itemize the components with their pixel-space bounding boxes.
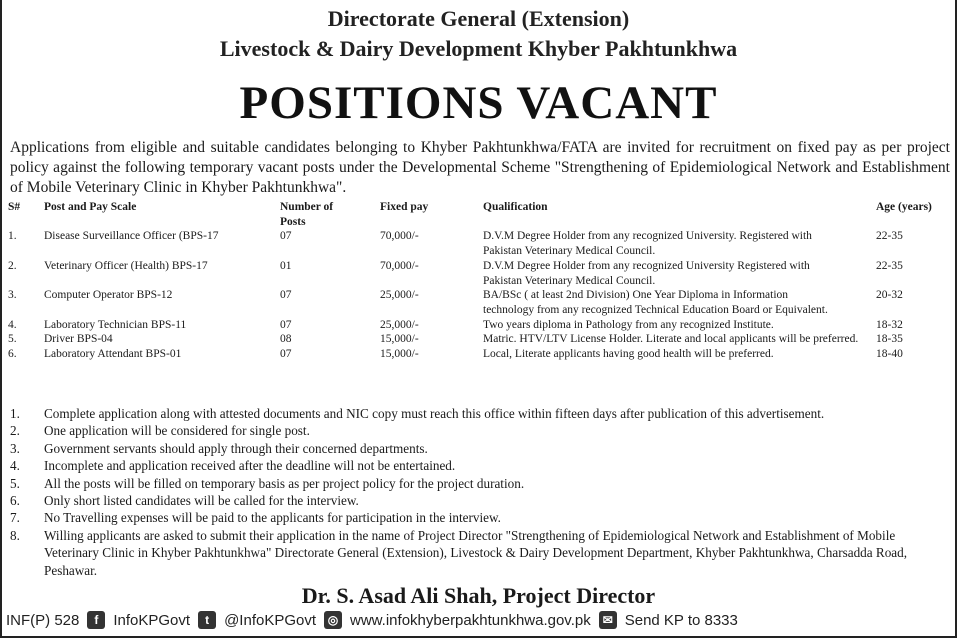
ref-number: INF(P) 528 — [6, 611, 80, 629]
cell-posts: 07 — [280, 289, 292, 302]
cell-posts: 07 — [280, 318, 292, 331]
cell-sn: 4. — [8, 318, 17, 331]
note-number: 1. — [10, 406, 20, 421]
cell-posts: 08 — [280, 333, 292, 346]
note-number: 8. — [10, 527, 20, 543]
note-text: One application will be considered for single post. — [44, 423, 310, 439]
note-item — [10, 527, 950, 579]
cell-post: Laboratory Attendant BPS-01 — [44, 348, 182, 361]
page-title: POSITIONS VACANT — [239, 77, 718, 129]
note-item — [10, 492, 950, 509]
website-link[interactable]: www.infokhyberpakhtunkhwa.gov.pk — [350, 611, 591, 629]
table-row — [8, 288, 956, 317]
globe-icon: ◎ — [324, 611, 342, 629]
cell-sn: 5. — [8, 333, 17, 346]
table-row — [8, 259, 956, 288]
note-item — [10, 509, 950, 526]
twitter-icon: t — [198, 611, 216, 629]
note-text: All the posts will be filled on temporary basis as per project policy for the project duration. — [44, 475, 525, 491]
signature: Dr. S. Asad Ali Shah, Project Director — [301, 583, 656, 608]
facebook-handle[interactable]: InfoKPGovt — [113, 611, 191, 629]
cell-post: Driver BPS-04 — [44, 333, 113, 346]
cell-posts: 07 — [280, 348, 292, 361]
instructions-list — [10, 405, 950, 579]
note-item — [10, 475, 950, 492]
note-item — [10, 405, 950, 422]
note-number: 5. — [10, 475, 20, 491]
note-text: Only short listed candidates will be called for the interview. — [44, 493, 359, 509]
table-row — [8, 347, 956, 362]
cell-pay: 70,000/- — [380, 230, 419, 243]
cell-post: Disease Surveillance Officer (BPS-17 — [44, 230, 219, 243]
col-pay: Fixed pay — [380, 201, 429, 213]
note-item — [10, 440, 950, 457]
cell-post: Laboratory Technician BPS-11 — [44, 318, 187, 331]
positions-table — [8, 200, 956, 362]
footer — [6, 611, 738, 629]
sms-icon: ✉ — [599, 611, 617, 629]
cell-qualification: BA/BSc ( at least 2nd Division) One Year Diploma in Information technology from any recognized Technical Education Board or Equivalent. — [483, 289, 828, 316]
table-row — [8, 229, 956, 258]
cell-sn: 3. — [8, 289, 17, 302]
cell-age: 18-35 — [876, 333, 903, 346]
org-line-2: Livestock & Dairy Development Khyber Pakhtunkhwa — [219, 36, 738, 61]
note-number: 7. — [10, 510, 20, 526]
org-line-1: Directorate General (Extension) — [327, 6, 630, 31]
cell-qualification: Matric. HTV/LTV License Holder. Literate and local applicants will be preferred. — [483, 333, 859, 346]
col-posts: Number of Posts — [280, 201, 334, 228]
cell-pay: 70,000/- — [380, 259, 419, 272]
cell-age: 22-35 — [876, 230, 903, 243]
note-text: Incomplete and application received after the deadline will not be entertained. — [44, 458, 456, 474]
col-sn: S# — [8, 201, 21, 213]
cell-age: 22-35 — [876, 259, 903, 272]
twitter-handle[interactable]: @InfoKPGovt — [224, 611, 317, 629]
facebook-icon: f — [87, 611, 105, 629]
note-text: Government servants should apply through their concerned departments. — [44, 440, 428, 456]
cell-pay: 15,000/- — [380, 333, 419, 346]
cell-qualification: Local, Literate applicants having good health will be preferred. — [483, 348, 774, 361]
cell-post: Computer Operator BPS-12 — [44, 289, 173, 302]
cell-pay: 25,000/- — [380, 318, 419, 331]
note-number: 6. — [10, 493, 20, 509]
cell-sn: 2. — [8, 259, 17, 272]
cell-posts: 01 — [280, 259, 292, 272]
cell-age: 20-32 — [876, 289, 903, 302]
col-post: Post and Pay Scale — [44, 201, 137, 213]
cell-pay: 25,000/- — [380, 289, 419, 302]
note-item — [10, 422, 950, 439]
cell-post: Veterinary Officer (Health) BPS-17 — [44, 259, 208, 272]
cell-qualification: D.V.M Degree Holder from any recognized University. Registered with Pakistan Veterinary Medical Council. — [483, 230, 812, 258]
table-row — [8, 318, 956, 333]
col-qualification: Qualification — [483, 201, 548, 213]
cell-sn: 1. — [8, 230, 17, 243]
note-number: 3. — [10, 440, 20, 456]
cell-age: 18-32 — [876, 318, 903, 331]
col-age: Age (years) — [876, 201, 932, 213]
cell-pay: 15,000/- — [380, 348, 419, 361]
cell-age: 18-40 — [876, 348, 903, 361]
note-number: 2. — [10, 423, 20, 439]
note-number: 4. — [10, 458, 20, 474]
note-item — [10, 457, 950, 474]
note-text: Willing applicants are asked to submit their application in the name of Project Director "Strengthening of Epidemiological Network and Establishment of Mobile Veterinary Clinic in Khyber Pakhtunkhwa" Directorate General (Extension), Livestock & Dairy Development Department, Khyber Pakhtunkhwa, Charsadda Road, Peshawar. — [44, 527, 908, 578]
note-text: Complete application along with attested documents and NIC copy must reach this office within fifteen days after publication of this advertisement. — [44, 406, 825, 421]
cell-qualification: D.V.M Degree Holder from any recognized University Registered with Pakistan Veterinary Medical Council. — [483, 259, 810, 287]
cell-sn: 6. — [8, 348, 17, 361]
note-text: No Travelling expenses will be paid to the applicants for participation in the interview. — [44, 510, 501, 526]
cell-qualification: Two years diploma in Pathology from any recognized Institute. — [483, 318, 774, 331]
intro-paragraph: Applications from eligible and suitable candidates belonging to Khyber Pakhtunkhwa/FATA are invited for recruitment on fixed pay as per project policy against the following temporary vacant posts under the Developmental Scheme "Strengthening of Epidemiological Network and Establishment of Mobile Veterinary Clinic in Khyber Pakhtunkhwa". — [10, 139, 950, 196]
sms-text: Send KP to 8333 — [624, 611, 738, 629]
table-row — [8, 332, 956, 347]
table-header — [8, 200, 956, 229]
cell-posts: 07 — [280, 230, 292, 243]
